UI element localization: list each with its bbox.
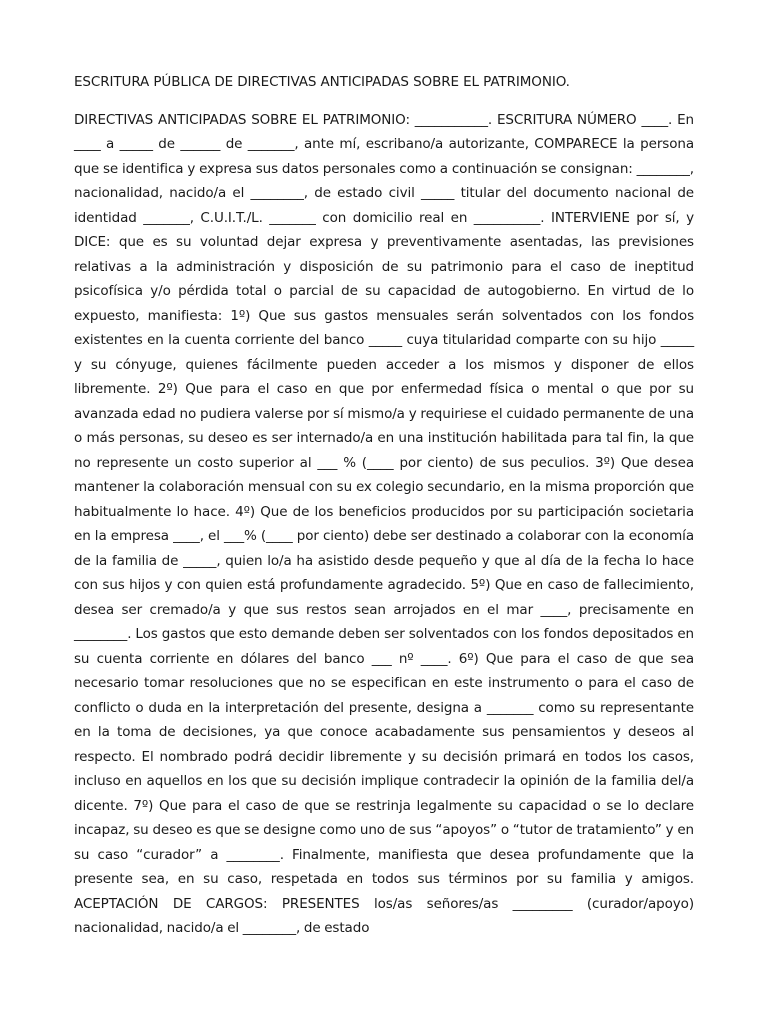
document-page xyxy=(74,70,694,941)
document-body: DIRECTIVAS ANTICIPADAS SOBRE EL PATRIMONIO: ___________. ESCRITURA NÚMERO ____. En ____ a _____ de ______ de _______, ante mí, escribano/a autorizante, COMPARECE la persona que se identifica y expresa sus datos personales como a continuación se consignan: ________, nacionalidad, nacido/a el ________, de estado civil _____ titular del documento nacional de identidad _______, C.U.I.T./L. _______ con domicilio real en __________. INTERVIENE por sí, y DICE: que es su voluntad dejar expresa y preventivamente asentadas, las previsiones relativas a la administración y disposición de su patrimonio para el caso de ineptitud psicofísica y/o pérdida total o parcial de su capacidad de autogobierno. En virtud de lo expuesto, manifiesta: 1º) Que sus gastos mensuales serán solventados con los fondos existentes en la cuenta corriente del banco _____ cuya titularidad comparte con su hijo _____ y su cónyuge, quienes fácilmente pueden acceder a los mismos y disponer de ellos libremente. 2º) Que para el caso en que por enfermedad física o mental o que por su avanzada edad no pudiera valerse por sí mismo/a y requiriese el cuidado permanente de una o más personas, su deseo es ser internado/a en una institución habilitada para tal fin, la que no represente un costo superior al ___ % (____ por ciento) de sus peculios. 3º) Que desea mantener la colaboración mensual con su ex colegio secundario, en la misma proporción que habitualmente lo hace. 4º) Que de los beneficios producidos por su participación societaria en la empresa ____, el ___% (____ por ciento) debe ser destinado a colaborar con la economía de la familia de _____, quien lo/a ha asistido desde pequeño y que al día de la fecha lo hace con sus hijos y con quien está profundamente agradecido. 5º) Que en caso de fallecimiento, desea ser cremado/a y que sus restos sean arrojados en el mar ____, precisamente en ________. Los gastos que esto demande deben ser solventados con los fondos depositados en su cuenta corriente en dólares del banco ___ nº ____. 6º) Que para el caso de que sea necesario tomar resoluciones que no se especifican en este instrumento o para el caso de conflicto o duda en la interpretación del presente, designa a _______ como su representante en la toma de decisiones, ya que conoce acabadamente sus pensamientos y deseos al respecto. El nombrado podrá decidir libremente y su decisión primará en todos los casos, incluso en aquellos en los que su decisión implique contradecir la opinión de la familia del/a dicente. 7º) Que para el caso de que se restrinja legalmente su capacidad o se lo declare incapaz, su deseo es que se designe como uno de sus “apoyos” o “tutor de tratamiento” y en su caso “curador” a ________. Finalmente, manifiesta que desea profundamente que la presente sea, en su caso, respetada en todos sus términos por su familia y amigos. ACEPTACIÓN DE CARGOS: PRESENTES los/as señores/as _________ (curador/apoyo) nacionalidad, nacido/a el ________, de estado xyxy=(74,111,694,936)
document-title: ESCRITURA PÚBLICA DE DIRECTIVAS ANTICIPADAS SOBRE EL PATRIMONIO. xyxy=(74,74,570,90)
